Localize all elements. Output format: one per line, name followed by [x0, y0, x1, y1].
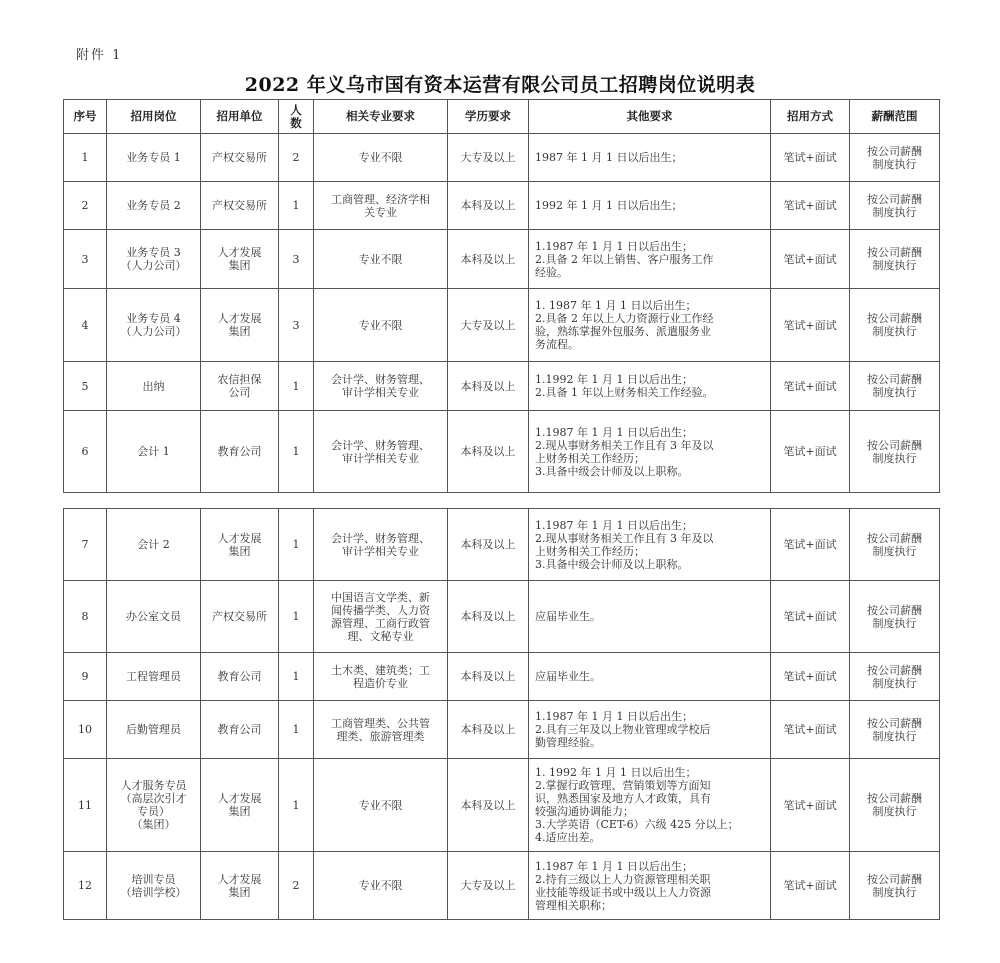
cell-position: 出纳	[107, 362, 201, 411]
cell-method: 笔试+面试	[771, 581, 850, 653]
cell-seq: 1	[64, 134, 107, 182]
header-method: 招用方式	[771, 100, 850, 134]
cell-count: 1	[279, 581, 314, 653]
attachment-label: 附件 1	[76, 48, 123, 63]
cell-education: 大专及以上	[448, 134, 529, 182]
header-salary: 薪酬范围	[850, 100, 940, 134]
cell-method: 笔试+面试	[771, 509, 850, 581]
cell-position: 业务专员 2	[107, 182, 201, 230]
cell-major: 专业不限	[314, 852, 448, 920]
cell-other: 应届毕业生。	[529, 653, 771, 701]
cell-major: 中国语言文学类、新 闻传播学类、人力资 源管理、工商行政管 理、文秘专业	[314, 581, 448, 653]
cell-other: 1987 年 1 月 1 日以后出生；	[529, 134, 771, 182]
recruitment-table-part2	[63, 508, 940, 920]
cell-education: 本科及以上	[448, 581, 529, 653]
cell-other: 1992 年 1 月 1 日以后出生；	[529, 182, 771, 230]
cell-education: 本科及以上	[448, 653, 529, 701]
cell-method: 笔试+面试	[771, 230, 850, 289]
cell-seq: 8	[64, 581, 107, 653]
cell-unit: 人才发展 集团	[201, 759, 279, 852]
cell-position: 办公室文员	[107, 581, 201, 653]
cell-count: 3	[279, 289, 314, 362]
cell-position: 会计 1	[107, 411, 201, 493]
table-row	[64, 852, 940, 920]
cell-other: 1.1992 年 1 月 1 日以后出生； 2.具备 1 年以上财务相关工作经验。	[529, 362, 771, 411]
cell-unit: 人才发展 集团	[201, 289, 279, 362]
cell-position: 培训专员 （培训学校）	[107, 852, 201, 920]
cell-method: 笔试+面试	[771, 134, 850, 182]
table-row	[64, 581, 940, 653]
cell-education: 大专及以上	[448, 289, 529, 362]
cell-position: 人才服务专员 （高层次引才 专员） （集团）	[107, 759, 201, 852]
cell-seq: 7	[64, 509, 107, 581]
cell-count: 1	[279, 362, 314, 411]
cell-unit: 农信担保 公司	[201, 362, 279, 411]
cell-major: 土木类、建筑类；工 程造价专业	[314, 653, 448, 701]
cell-major: 专业不限	[314, 134, 448, 182]
cell-seq: 5	[64, 362, 107, 411]
cell-salary: 按公司薪酬 制度执行	[850, 289, 940, 362]
cell-other: 1. 1992 年 1 月 1 日以后出生； 2.掌握行政管理、营销策划等方面知 识，熟悉国家及地方人才政策，具有 较强沟通协调能力； 3.大学英语（CET-6）六级 425 分以上； 4.适应出差。	[529, 759, 771, 852]
cell-position: 后勤管理员	[107, 701, 201, 759]
cell-salary: 按公司薪酬 制度执行	[850, 509, 940, 581]
cell-other: 1.1987 年 1 月 1 日以后出生； 2.现从事财务相关工作且有 3 年及以 上财务相关工作经历； 3.具备中级会计师及以上职称。	[529, 509, 771, 581]
cell-salary: 按公司薪酬 制度执行	[850, 653, 940, 701]
cell-other: 1.1987 年 1 月 1 日以后出生； 2.具备 2 年以上销售、客户服务工作 经验。	[529, 230, 771, 289]
table-row	[64, 411, 940, 493]
cell-seq: 2	[64, 182, 107, 230]
cell-count: 1	[279, 653, 314, 701]
cell-position: 工程管理员	[107, 653, 201, 701]
table-row	[64, 289, 940, 362]
cell-salary: 按公司薪酬 制度执行	[850, 182, 940, 230]
cell-education: 本科及以上	[448, 509, 529, 581]
header-other: 其他要求	[529, 100, 771, 134]
cell-salary: 按公司薪酬 制度执行	[850, 230, 940, 289]
table-row	[64, 653, 940, 701]
cell-unit: 产权交易所	[201, 581, 279, 653]
cell-other: 1.1987 年 1 月 1 日以后出生； 2.具有三年及以上物业管理或学校后 勤管理经验。	[529, 701, 771, 759]
page-title: 2022 年义乌市国有资本运营有限公司员工招聘岗位说明表	[244, 74, 756, 96]
header-seq: 序号	[64, 100, 107, 134]
cell-major: 会计学、财务管理、 审计学相关专业	[314, 362, 448, 411]
table-row	[64, 134, 940, 182]
cell-count: 3	[279, 230, 314, 289]
cell-education: 本科及以上	[448, 759, 529, 852]
cell-unit: 产权交易所	[201, 134, 279, 182]
cell-method: 笔试+面试	[771, 701, 850, 759]
cell-method: 笔试+面试	[771, 362, 850, 411]
cell-other: 1. 1987 年 1 月 1 日以后出生； 2.具备 2 年以上人力资源行业工作经 验，熟练掌握外包服务、派遣服务业 务流程。	[529, 289, 771, 362]
cell-major: 工商管理、经济学相 关专业	[314, 182, 448, 230]
cell-method: 笔试+面试	[771, 852, 850, 920]
cell-major: 会计学、财务管理、 审计学相关专业	[314, 411, 448, 493]
cell-count: 2	[279, 134, 314, 182]
table-row	[64, 509, 940, 581]
recruitment-table-part1	[63, 99, 940, 493]
cell-salary: 按公司薪酬 制度执行	[850, 411, 940, 493]
cell-education: 本科及以上	[448, 701, 529, 759]
cell-major: 专业不限	[314, 289, 448, 362]
cell-unit: 人才发展 集团	[201, 230, 279, 289]
table-row	[64, 759, 940, 852]
table-row	[64, 182, 940, 230]
cell-salary: 按公司薪酬 制度执行	[850, 362, 940, 411]
cell-method: 笔试+面试	[771, 653, 850, 701]
cell-unit: 产权交易所	[201, 182, 279, 230]
cell-seq: 10	[64, 701, 107, 759]
cell-method: 笔试+面试	[771, 182, 850, 230]
cell-education: 本科及以上	[448, 362, 529, 411]
header-count: 人 数	[279, 100, 314, 134]
cell-count: 1	[279, 411, 314, 493]
cell-major: 专业不限	[314, 230, 448, 289]
cell-major: 专业不限	[314, 759, 448, 852]
header-position: 招用岗位	[107, 100, 201, 134]
cell-position: 业务专员 1	[107, 134, 201, 182]
header-education: 学历要求	[448, 100, 529, 134]
cell-other: 1.1987 年 1 月 1 日以后出生； 2.持有三级以上人力资源管理相关职 业技能等级证书或中级以上人力资源 管理相关职称；	[529, 852, 771, 920]
cell-salary: 按公司薪酬 制度执行	[850, 852, 940, 920]
cell-education: 大专及以上	[448, 852, 529, 920]
cell-unit: 教育公司	[201, 653, 279, 701]
cell-major: 会计学、财务管理、 审计学相关专业	[314, 509, 448, 581]
cell-salary: 按公司薪酬 制度执行	[850, 759, 940, 852]
cell-seq: 9	[64, 653, 107, 701]
cell-position: 业务专员 4 （人力公司）	[107, 289, 201, 362]
table-row	[64, 701, 940, 759]
header-major: 相关专业要求	[314, 100, 448, 134]
cell-count: 2	[279, 852, 314, 920]
cell-other: 1.1987 年 1 月 1 日以后出生； 2.现从事财务相关工作且有 3 年及以 上财务相关工作经历； 3.具备中级会计师及以上职称。	[529, 411, 771, 493]
cell-salary: 按公司薪酬 制度执行	[850, 701, 940, 759]
cell-seq: 4	[64, 289, 107, 362]
cell-unit: 教育公司	[201, 411, 279, 493]
cell-count: 1	[279, 701, 314, 759]
cell-seq: 11	[64, 759, 107, 852]
cell-method: 笔试+面试	[771, 759, 850, 852]
cell-count: 1	[279, 509, 314, 581]
cell-method: 笔试+面试	[771, 411, 850, 493]
cell-count: 1	[279, 182, 314, 230]
cell-seq: 3	[64, 230, 107, 289]
cell-education: 本科及以上	[448, 230, 529, 289]
cell-education: 本科及以上	[448, 182, 529, 230]
header-unit: 招用单位	[201, 100, 279, 134]
cell-count: 1	[279, 759, 314, 852]
cell-unit: 人才发展 集团	[201, 852, 279, 920]
table-row	[64, 362, 940, 411]
cell-position: 业务专员 3 （人力公司）	[107, 230, 201, 289]
cell-unit: 人才发展 集团	[201, 509, 279, 581]
cell-major: 工商管理类、公共管 理类、旅游管理类	[314, 701, 448, 759]
table-header-row	[64, 100, 940, 134]
cell-position: 会计 2	[107, 509, 201, 581]
cell-education: 本科及以上	[448, 411, 529, 493]
cell-salary: 按公司薪酬 制度执行	[850, 134, 940, 182]
cell-other: 应届毕业生。	[529, 581, 771, 653]
cell-method: 笔试+面试	[771, 289, 850, 362]
cell-salary: 按公司薪酬 制度执行	[850, 581, 940, 653]
cell-unit: 教育公司	[201, 701, 279, 759]
table-row	[64, 230, 940, 289]
cell-seq: 6	[64, 411, 107, 493]
cell-seq: 12	[64, 852, 107, 920]
